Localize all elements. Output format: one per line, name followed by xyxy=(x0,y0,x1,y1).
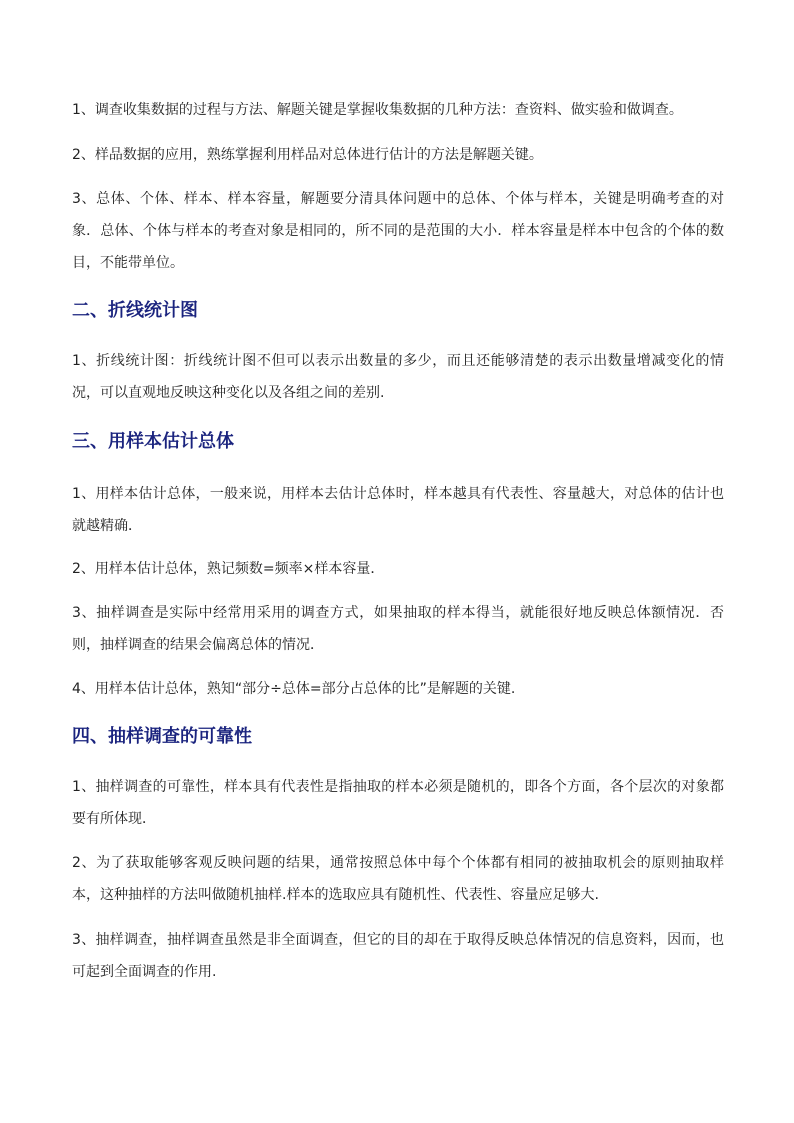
heading-sampling-reliability: 四、抽样调查的可靠性 xyxy=(72,726,252,747)
paragraph-estimate-ratio: 4、用样本估计总体，熟知“部分÷总体=部分占总体的比”是解题的关键. xyxy=(72,681,516,697)
paragraph-estimate-survey: 3、抽样调查是实际中经常用采用的调查方式，如果抽取的样本得当，就能很好地反映总体额情况．否则，抽样调查的结果会偏离总体的情况． xyxy=(72,605,724,653)
paragraph-reliability-survey: 3、抽样调查，抽样调查虽然是非全面调查，但它的目的却在于取得反映总体情况的信息资料，因而，也可起到全面调查的作用. xyxy=(72,932,724,980)
paragraph-estimate-general: 1、用样本估计总体，一般来说，用样本去估计总体时，样本越具有代表性、容量越大，对总体的估计也就越精确． xyxy=(72,486,724,534)
paragraph-reliability-representative: 1、抽样调查的可靠性，样本具有代表性是指抽取的样本必须是随机的，即各个方面，各个层次的对象都要有所体现． xyxy=(72,779,724,827)
paragraph-sample-application: 2、样品数据的应用，熟练掌握利用样品对总体进行估计的方法是解题关键。 xyxy=(72,147,543,163)
paragraph-estimate-frequency: 2、用样本估计总体，熟记频数=频率×样本容量． xyxy=(72,561,385,577)
paragraph-data-collection: 1、调查收集数据的过程与方法、解题关键是掌握收集数据的几种方法：查资料、做实验和做调查。 xyxy=(72,102,683,118)
paragraph-population-sample: 3、总体、个体、样本、样本容量，解题要分清具体问题中的总体、个体与样本，关键是明确考查的对象．总体、个体与样本的考查对象是相同的，所不同的是范围的大小．样本容量是样本中包含的个体的数目，不能带单位。 xyxy=(72,191,724,271)
paragraph-reliability-random: 2、为了获取能够客观反映问题的结果，通常按照总体中每个个体都有相同的被抽取机会的原则抽取样本，这种抽样的方法叫做随机抽样.样本的选取应具有随机性、代表性、容量应足够大. xyxy=(72,855,724,903)
paragraph-line-chart: 1、折线统计图：折线统计图不但可以表示出数量的多少，而且还能够清楚的表示出数量增减变化的情况，可以直观地反映这种变化以及各组之间的差别. xyxy=(72,353,724,401)
heading-sample-estimate: 三、用样本估计总体 xyxy=(72,431,234,452)
heading-line-chart: 二、折线统计图 xyxy=(72,300,198,321)
